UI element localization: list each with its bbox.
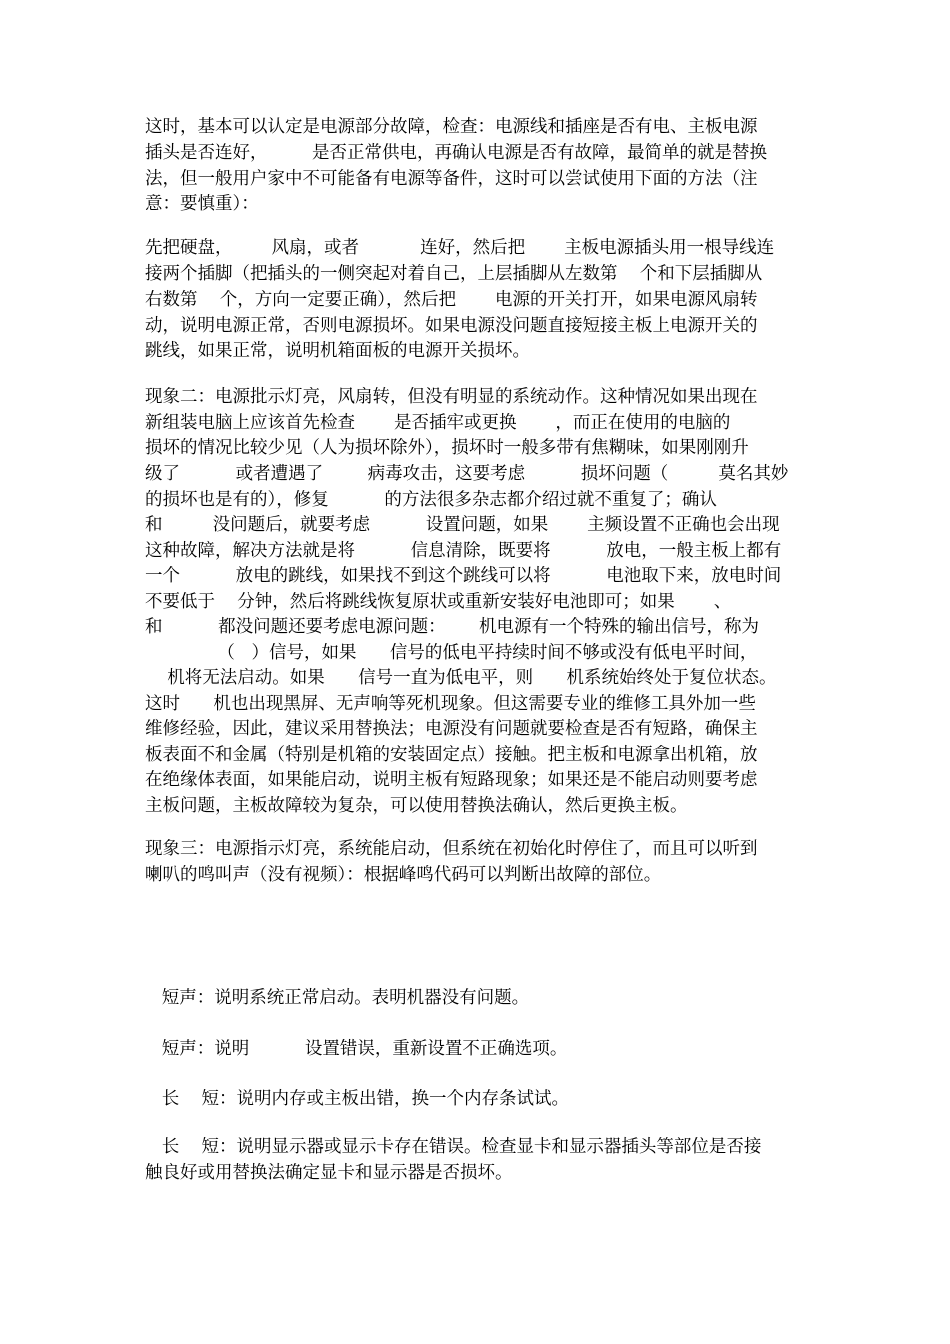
text-line: 意：要慎重）： — [145, 194, 259, 214]
text-line: 法，但一般用户家中不可能备有电源等备件，这时可以尝试使用下面的方法（注 — [145, 169, 758, 189]
text-line: 维修经验，因此，建议采用替换法；电源没有问题就要检查是否有短路，确保主 — [145, 719, 758, 739]
text-line: 动，说明电源正常，否则电源损坏。如果电源没问题直接短接主板上电源开关的 — [145, 316, 758, 336]
beep-code-item: 触良好或用替换法确定显卡和显示器是否损坏。 — [145, 1163, 513, 1183]
beep-code-item: 长 短：说明显示器或显示卡存在错误。检查显卡和显示器插头等部位是否接 — [145, 1137, 762, 1157]
beep-code-item: 短声：说明系统正常启动。表明机器没有问题。 — [145, 988, 530, 1008]
text-line: 这种故障，解决方法就是将 信息清除，既要将 放电，一般主板上都有 — [145, 541, 782, 561]
beep-code-item: 短声：说明 设置错误，重新设置不正确选项。 — [145, 1039, 568, 1059]
text-line: 先把硬盘， 风扇，或者 连好，然后把 主板电源插头用一根导线连 — [145, 238, 775, 258]
text-line: 现象二：电源批示灯亮，风扇转，但没有明显的系统动作。这种情况如果出现在 — [145, 387, 758, 407]
text-line: 的损坏也是有的），修复 的方法很多杂志都介绍过就不重复了；确认 — [145, 490, 717, 510]
text-line: 在绝缘体表面，如果能启动，说明主板有短路现象；如果还是不能启动则要考虑 — [145, 770, 758, 790]
text-line: 喇叭的鸣叫声（没有视频）：根据峰鸣代码可以判断出故障的部位。 — [145, 865, 662, 885]
text-line: 机将无法启动。如果 信号一直为低电平，则 机系统始终处于复位状态。 — [145, 668, 777, 688]
text-line: 和 没问题后，就要考虑 设置问题，如果 主频设置不正确也会出现 — [145, 515, 780, 535]
text-line: 现象三：电源指示灯亮，系统能启动，但系统在初始化时停住了，而且可以听到 — [145, 839, 758, 859]
text-line: （ ）信号，如果 信号的低电平持续时间不够或没有低电平时间， — [145, 643, 758, 663]
text-line: 级了 或者遭遇了 病毒攻击，这要考虑 损坏问题（ 莫名其妙 — [145, 464, 789, 484]
text-line: 右数第 个，方向一定要正确），然后把 电源的开关打开，如果电源风扇转 — [145, 290, 758, 310]
text-line: 插头是否连好， 是否正常供电，再确认电源是否有故障，最简单的就是替换 — [145, 143, 767, 163]
text-line: 这时 机也出现黑屏、无声响等死机现象。但这需要专业的维修工具外加一些 — [145, 694, 756, 714]
text-line: 板表面不和金属（特别是机箱的安装固定点）接触。把主板和电源拿出机箱，放 — [145, 745, 758, 765]
text-line: 主板问题，主板故障较为复杂，可以使用替换法确认，然后更换主板。 — [145, 796, 688, 816]
text-line: 一个 放电的跳线，如果找不到这个跳线可以将 电池取下来，放电时间 — [145, 566, 782, 586]
text-line: 接两个插脚（把插头的一侧突起对着自己，上层插脚从左数第 个和下层插脚从 — [145, 264, 763, 284]
text-line: 跳线，如果正常，说明机箱面板的电源开关损坏。 — [145, 341, 530, 361]
text-line: 和 都没问题还要考虑电源问题： 机电源有一个特殊的输出信号，称为 — [145, 617, 760, 637]
text-line: 损坏的情况比较少见（人为损坏除外），损坏时一般多带有焦糊味，如果刚刚升 — [145, 438, 749, 458]
beep-code-item: 长 短：说明内存或主板出错，换一个内存条试试。 — [145, 1089, 569, 1109]
text-line: 不要低于 分钟，然后将跳线恢复原状或重新安装好电池即可；如果 、 — [145, 592, 732, 612]
text-line: 这时，基本可以认定是电源部分故障，检查：电源线和插座是否有电、主板电源 — [145, 117, 758, 137]
text-line: 新组装电脑上应该首先检查 是否插牢或更换 ，而正在使用的电脑的 — [145, 413, 731, 433]
